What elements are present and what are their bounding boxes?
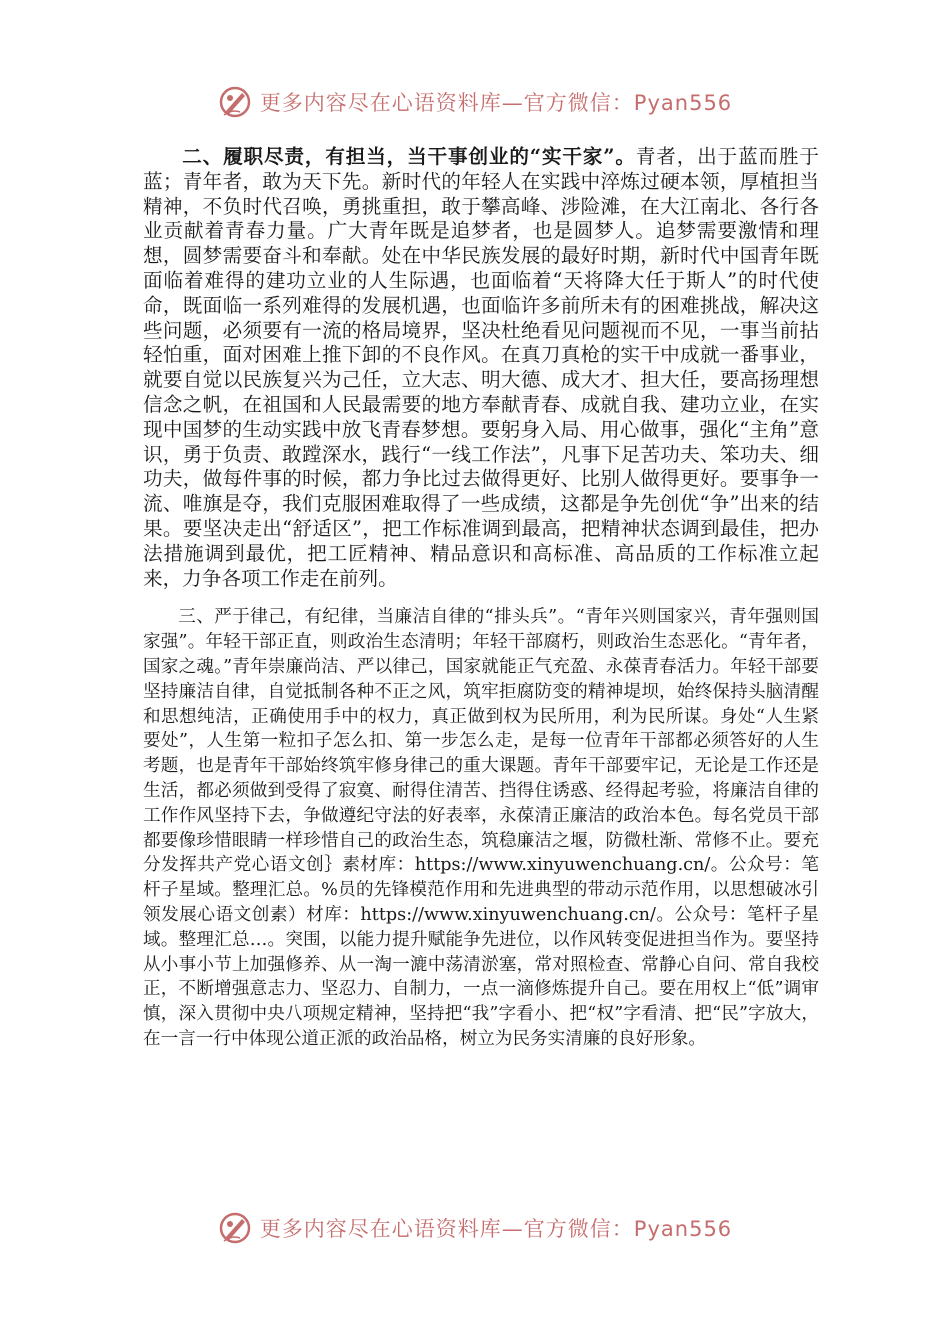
paragraph-2-heading: 二、履职尽责，有担当，当干事创业的“实干家”。: [182, 145, 636, 168]
footer-banner-text: 更多内容尽在心语资料库—官方微信：Pyan556: [259, 1217, 733, 1241]
paragraph-3-body: “青年兴则国家兴，青年强则国家强”。年轻干部正直，则政治生态清明；年轻干部腐朽，则政治生态恶化。“青年者，国家之魂。”青年崇廉尚洁、严以律己，国家就能正气充盈、永葆青春活力。年轻干部要坚持廉洁自律，自觉抵制各种不正之风，筑牢拒腐防变的精神堤坝，始终保持头脑清醒和思想纯洁，正确使用手中的权力，真正做到权为民所用，利为民所谋。身处“人生紧要处”，人生第一粒扣子怎么扣、第一步怎么走，是每一位青年干部都必须答好的人生考题，也是青年干部始终筑牢修身律己的重大课题。青年干部要牢记，无论是工作还是生活，都必须做到受得了寂寞、耐得住清苦、挡得住诱惑、经得起考验，将廉洁自律的工作作风坚持下去，争做遵纪守法的好表率，永葆清正廉洁的政治本色。每名党员干部都要像珍惜眼睛一样珍惜自己的政治生态，筑稳廉洁之堰，防微杜渐、常修不止。要充分发挥共产党心语文创｝素材库：https://www.xinyuwenchuang.cn/。公众号：笔杆子星域。整理汇总。%员的先锋模范作用和先进典型的带动示范作用，以思想破冰引领发展心语文创素）材库：https://www.xinyuwenchuang.cn/。公众号：笔杆子星域。整理汇总…。突围，以能力提升赋能争先进位，以作风转变促进担当作为。要坚持从小事小节上加强修养、从一淘一漉中荡清淤塞，常对照检查、常静心自问、常自我校正，不断增强意志力、坚忍力、自制力，一点一滴修炼提升自己。要在用权上“低”调审慎，深入贯彻中央八项规定精神，坚持把“我”字看小、把“权”字看清、把“民”字放大，在一言一行中体现公道正派的政治品格，树立为民务实清廉的良好形象。: [143, 607, 819, 1049]
paragraph-3-heading: 三、严于律己，有纪律，当廉洁自律的“排头兵”。: [178, 607, 576, 628]
paragraph-2-body: 青者，出于蓝而胜于蓝；青年者，敢为天下先。新时代的年轻人在实践中淬炼过硬本领，厚植担当精神，不负时代召唤，勇挑重担，敢于攀高峰、涉险滩，在大江南北、各行各业贡献着青春力量。广大青年既是追梦者，也是圆梦人。追梦需要激情和理想，圆梦需要奋斗和奉献。处在中华民族发展的最好时期，新时代中国青年既面临着难得的建功立业的人生际遇，也面临着“天将降大任于斯人”的时代使命，既面临一系列难得的发展机遇，也面临许多前所未有的困难挑战，解决这些问题，必须要有一流的格局境界，坚决杜绝看见问题视而不见，一事当前拈轻怕重，面对困难上推下卸的不良作风。在真刀真枪的实干中成就一番事业，就要自觉以民族复兴为己任，立大志、明大德、成大才、担大任，要高扬理想信念之帆，在祖国和人民最需要的地方奉献青春、成就自我、建功立业，在实现中国梦的生动实践中放飞青春梦想。要躬身入局、用心做事，强化“主角”意识，勇于负责、敢蹚深水，践行“一线工作法”，凡事下足苦功夫、笨功夫、细功夫，做每件事的时候，都力争比过去做得更好、比别人做得更好。要事争一流、唯旗是夺，我们克服困难取得了一些成绩，这都是争先创优“争”出来的结果。要坚决走出“舒适区”，把工作标准调到最高，把精神状态调到最佳，把办法措施调到最优，把工匠精神、精品意识和高标准、高品质的工作标准立起来，力争各项工作走在前列。: [143, 145, 819, 590]
paragraph-3: [143, 605, 819, 1051]
pen-seal-icon: [218, 85, 252, 119]
header-banner: [0, 82, 950, 122]
pen-seal-icon: [218, 1211, 252, 1245]
footer-banner: [0, 1208, 950, 1248]
paragraph-2: [143, 145, 819, 591]
document-body: [143, 145, 819, 1052]
header-banner-text: 更多内容尽在心语资料库—官方微信：Pyan556: [259, 91, 733, 115]
